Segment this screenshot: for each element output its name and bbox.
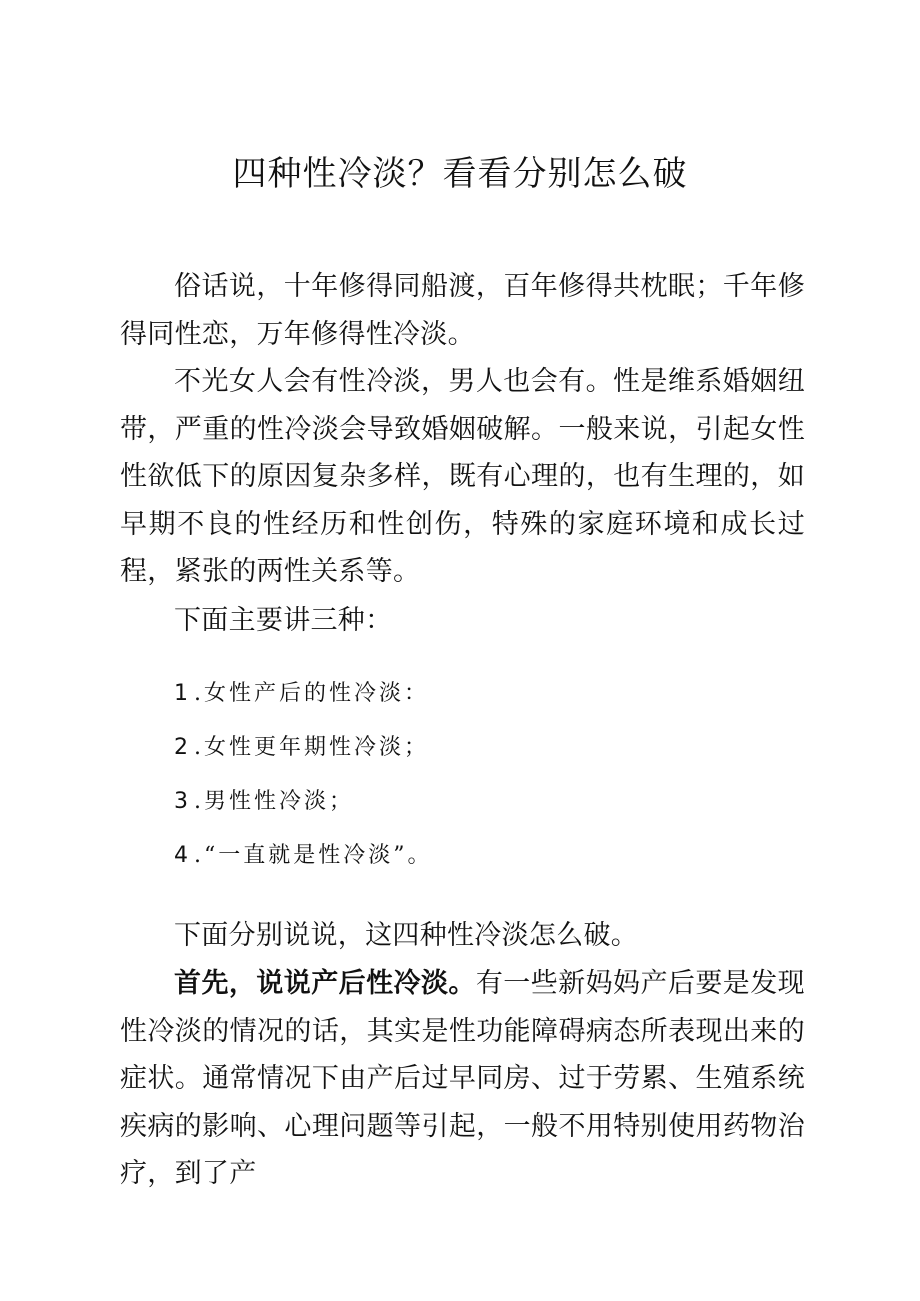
list-item — [174, 667, 433, 721]
list-item-text: .男性性冷淡； — [194, 789, 354, 814]
list-item — [174, 775, 433, 829]
list-item-text: .“一直就是性冷淡”。 — [194, 843, 433, 868]
list-item-text: .女性更年期性冷淡； — [194, 735, 429, 760]
list-intro: 下面主要讲三种： — [174, 605, 393, 636]
intro-paragraph: 俗话说，十年修得同船渡，百年修得共枕眠；千年修得同性恋，万年修得性冷淡。 — [120, 271, 805, 350]
paragraph-3: 下面分别说说，这四种性冷淡怎么破。 — [174, 920, 639, 951]
document-title: 四种性冷淡？看看分别怎么破 — [232, 154, 688, 194]
numbered-list — [174, 667, 433, 883]
paragraph-4-lead: 首先，说说产后性冷淡。 — [174, 968, 476, 999]
paragraph-4-body: 有一些新妈妈产后要是发现性冷淡的情况的话，其实是性功能障碍病态所表现出来的症状。通常情况下由产后过早同房、过于劳累、生殖系统疾病的影响、心理问题等引起，一般不用特别使用药物治疗，到了产 — [120, 968, 805, 1189]
paragraph-4 — [120, 960, 805, 1198]
list-item-number: 2 — [174, 735, 190, 760]
list-item — [174, 721, 433, 775]
paragraph-2: 不光女人会有性冷淡，男人也会有。性是维系婚姻纽带，严重的性冷淡会导致婚姻破解。一般来说，引起女性性欲低下的原因复杂多样，既有心理的，也有生理的，如早期不良的性经历和性创伤，特殊的家庭环境和成长过程，紧张的两性关系等。 — [120, 366, 805, 587]
list-item-number: 4 — [174, 843, 190, 868]
list-item — [174, 829, 433, 883]
list-item-text: .女性产后的性冷淡： — [194, 681, 429, 706]
list-item-number: 1 — [174, 681, 190, 706]
list-item-number: 3 — [174, 789, 190, 814]
